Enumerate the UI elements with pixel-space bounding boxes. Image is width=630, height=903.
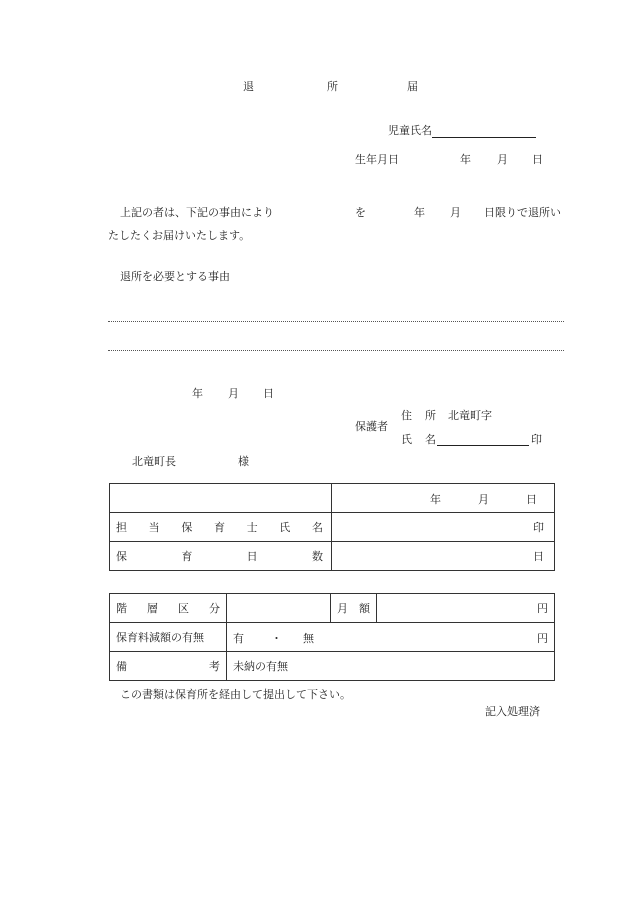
submit-year-unit: 年 [192,387,203,400]
tier-value-cell[interactable] [227,594,331,623]
child-name-label: 児童氏名 [388,124,432,137]
table-row [110,484,555,513]
reduction-value-cell [227,623,555,652]
birth-date-label: 生年月日 [355,153,399,166]
tier-label-char: 階 [116,602,127,615]
guardian-label: 保護者 [355,420,388,433]
reduction-yen-unit: 円 [537,632,548,645]
fee-table [109,593,555,681]
reduction-yes-option[interactable]: 有 [233,632,244,645]
remarks-label-cell [110,652,227,681]
child-name-field[interactable] [432,125,536,138]
staff-name-value-cell[interactable] [332,513,555,542]
staff-table-blank-cell [110,484,332,513]
remarks-value-cell[interactable] [227,652,555,681]
table-month-unit: 月 [478,493,489,506]
table-row [110,623,555,652]
statement-month-unit: 月 [450,206,461,219]
care-days-value-cell[interactable] [332,542,555,571]
submit-month-unit: 月 [228,387,239,400]
monthly-label-char: 月 [337,602,348,615]
guardian-address-label-1: 住 [401,409,412,422]
statement-line2: たしたくお届けいたします。 [108,229,251,242]
title-char-3: 届 [407,80,418,93]
monthly-label-cell [331,594,377,623]
reduction-label: 保育料減額の有無 [116,631,204,644]
birth-year-unit: 年 [460,153,471,166]
remarks-label-char: 備 [116,660,127,673]
monthly-value-cell[interactable] [377,594,555,623]
statement-line1-b: を [355,206,366,219]
title-char-2: 所 [327,80,338,93]
table-row [110,513,555,542]
footer-note: この書類は保育所を経由して提出して下さい。 [120,688,351,701]
care-days-label-cell [110,542,332,571]
processed-stamp-label: 記入処理済 [485,705,540,718]
guardian-address-value: 北竜町字 [448,409,492,422]
staff-name-label-cell [110,513,332,542]
table-row [110,542,555,571]
staff-label-char: 当 [148,521,160,534]
staff-table-date-cell[interactable] [332,484,555,513]
reduction-no-option[interactable]: 無 [303,632,314,645]
tier-label-char: 区 [178,602,189,615]
guardian-name-label-2: 名 [425,433,436,446]
statement-line1-a: 上記の者は、下記の事由により [120,206,274,219]
staff-label-char: 士 [246,521,258,534]
guardian-name-field[interactable] [437,433,529,446]
remarks-label-char: 考 [209,660,220,673]
guardian-address-label-2: 所 [425,409,436,422]
care-days-unit: 日 [533,550,544,563]
reason-label: 退所を必要とする事由 [120,270,230,283]
staff-label-char: 育 [213,521,225,534]
staff-label-char: 氏 [279,521,291,534]
reason-line-2[interactable] [108,350,564,351]
title-char-1: 退 [243,80,254,93]
addressee-name: 北竜町長 [132,455,176,468]
tier-label-cell [110,594,227,623]
staff-seal: 印 [533,521,544,534]
monthly-label-char: 額 [359,602,370,615]
reduction-label-cell [110,623,227,652]
addressee-honorific: 様 [238,455,249,468]
statement-year-unit: 年 [414,206,425,219]
table-year-unit: 年 [430,493,441,506]
days-label-char: 日 [246,550,258,563]
staff-label-char: 名 [311,521,323,534]
table-row [110,594,555,623]
days-label-char: 数 [311,550,323,563]
guardian-seal: 印 [531,433,542,446]
guardian-name-label-1: 氏 [401,433,412,446]
submit-day-unit: 日 [263,387,274,400]
birth-day-unit: 日 [532,153,543,166]
remarks-value: 未納の有無 [233,660,288,673]
child-name-row [388,124,536,138]
staff-table [109,483,555,571]
birth-month-unit: 月 [497,153,508,166]
days-label-char: 育 [181,550,193,563]
tier-label-char: 層 [147,602,158,615]
reduction-separator: ・ [271,632,282,645]
staff-label-char: 保 [181,521,193,534]
days-label-char: 保 [116,550,127,563]
staff-label-char: 担 [116,521,127,534]
table-row [110,652,555,681]
reason-line-1[interactable] [108,321,564,322]
statement-line1-c: 日限りで退所い [484,206,561,219]
monthly-yen-unit: 円 [537,602,548,615]
table-day-unit: 日 [526,493,537,506]
tier-label-char: 分 [209,602,220,615]
